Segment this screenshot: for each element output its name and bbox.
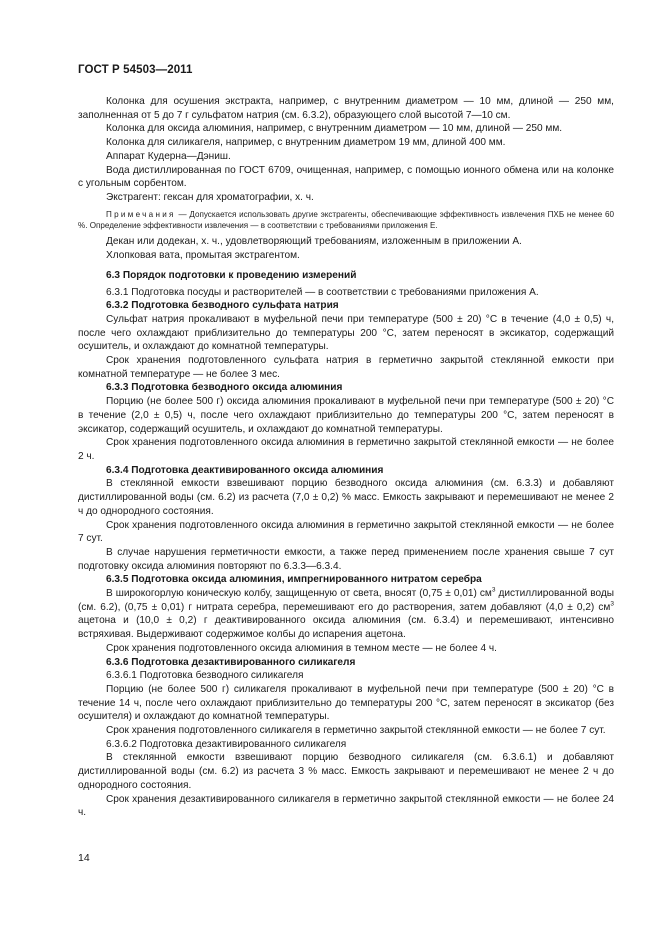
paragraph: Срок хранения подготовленного оксида алюминия в темном месте — не более 4 ч. [106, 642, 497, 654]
paragraph: В случае нарушения герметичности емкости, а также перед применением после хранения свыше 7 сут подготовку оксида алюминия повторяют по 6.3.3—6.3.4. [78, 546, 614, 572]
paragraph: Сульфат натрия прокаливают в муфельной печи при температуре (500 ± 20) °С в течение (4,0 ± 0,5) ч, после чего охлаждают приблизительно до температуры 200 °С, затем переносят в эксикатор, содержащий осушитель, и охлаждают до комнатной температуры. [78, 313, 614, 353]
paragraph: 6.3.6.2 Подготовка дезактивированного силикагеля [106, 738, 347, 750]
text-part: дистиллированной воды (см. 6.2), (0,75 ± 0,01) г нитрата серебра, перемешивают его до растворения, затем добавляют (4,0 ± 0,2) см [78, 588, 615, 613]
note-text: — Допускается использовать другие экстрагенты, обеспечивающие эффективность извлечения ПХБ не менее 60 %. Определение эффективности извлечения — в соответствии с требованиями приложения Е. [78, 209, 614, 231]
text-part: ацетона и (10,0 ± 0,2) г деактивированного оксида алюминия (см. 6.3.4) и перемешивают, интенсивно встряхивая. Выдерживают содержимое колбы до испарения ацетона. [78, 615, 614, 641]
standard-header: ГОСТ Р 54503—2011 [78, 64, 193, 76]
subsection-heading: 6.3.3 Подготовка безводного оксида алюминия [106, 382, 343, 394]
paragraph: 6.3.1 Подготовка посуды и растворителей — в соответствии с требованиями приложения А. [106, 286, 539, 298]
paragraph: Порцию (не более 500 г) силикагеля прокаливают в муфельной печи при температуре (500 ± 20) °С в течение 14 ч, после чего охлаждают приблизительно до температуры 200 °С, затем переносят в эксикатор (без осушителя) и охлаждают до комнатной температуры. [78, 683, 614, 723]
paragraph: В стеклянной емкости взвешивают порцию безводного оксида алюминия (см. 6.3.3) и добавляют дистиллированной воды (см. 6.2) из расчета (7,0 ± 0,2) % масс. Емкость закрывают и перемешивают не менее 2 ч до однородного состояния. [78, 478, 614, 517]
subsection-heading: 6.3.6 Подготовка дезактивированного силикагеля [106, 656, 356, 668]
paragraph: Декан или додекан, х. ч., удовлетворяющий требованиям, изложенным в приложении А. [106, 236, 522, 248]
superscript: 3 [610, 600, 614, 608]
section-heading: 6.3 Порядок подготовки к проведению измерений [106, 269, 357, 281]
page-number: 14 [78, 852, 90, 864]
paragraph: Вода дистиллированная по ГОСТ 6709, очищенная, например, с помощью ионного обмена или на колонке с угольным сорбентом. [78, 164, 614, 190]
paragraph: Срок хранения дезактивированного силикагеля в герметично закрытой стеклянной емкости — не более 24 ч. [78, 793, 614, 819]
paragraph: Экстрагент: гексан для хроматографии, х. ч. [106, 191, 314, 203]
paragraph: Колонка для силикагеля, например, с внутренним диаметром 19 мм, длиной 400 мм. [106, 137, 506, 149]
paragraph: Хлопковая вата, промытая экстрагентом. [106, 250, 300, 262]
paragraph: Срок хранения подготовленного силикагеля в герметично закрытой стеклянной емкости — не более 7 сут. [106, 725, 606, 737]
subsection-heading: 6.3.5 Подготовка оксида алюминия, импрегнированного нитратом серебра [106, 574, 482, 586]
paragraph [78, 587, 614, 642]
paragraph: В стеклянной емкости взвешивают порцию безводного силикагеля (см. 6.3.6.1) и добавляют дистиллированной воды (см. 6.2) из расчета 3 % масс. Емкость закрывают и перемешивают не менее 2 ч до однородного состояния. [78, 752, 614, 791]
subsection-heading: 6.3.2 Подготовка безводного сульфата натрия [106, 300, 339, 312]
paragraph: Аппарат Кудерна—Дэниш. [106, 150, 231, 162]
note-label: Примечания [106, 209, 176, 219]
subsection-heading: 6.3.4 Подготовка деактивированного оксида алюминия [106, 464, 384, 476]
text-part: В широкогорлую коническую колбу, защищенную от света, вносят (0,75 ± 0,01) см [106, 588, 492, 600]
paragraph: Колонка для осушения экстракта, например, с внутренним диаметром — 10 мм, длиной — 250 мм, заполненная от 5 до 7 г сульфатом натрия (см. 6.3.2), образующего слой высотой 7—10 см. [78, 96, 614, 121]
paragraph: Срок хранения подготовленного сульфата натрия в герметично закрытой стеклянной емкости при комнатной температуре — не более 3 мес. [78, 355, 614, 380]
paragraph: Колонка для оксида алюминия, например, с внутренним диаметром — 10 мм, длиной — 250 мм. [106, 123, 563, 135]
paragraph: Порцию (не более 500 г) оксида алюминия прокаливают в муфельной печи при температуре (500 ± 20) °С в течение (2,0 ± 0,5) ч, после чего охлаждают приблизительно до температуры 200 °С, затем переносят в эксикатор, содержащий осушитель, и охлаждают до комнатной температуры. [78, 396, 614, 435]
superscript: 3 [491, 586, 496, 594]
paragraph: Срок хранения подготовленного оксида алюминия в герметично закрытой стеклянной емкости — не более 7 сут. [78, 519, 614, 545]
paragraph: Срок хранения подготовленного оксида алюминия в герметично закрытой стеклянной емкости — не более 2 ч. [78, 437, 614, 462]
note [78, 209, 614, 232]
paragraph: 6.3.6.1 Подготовка безводного силикагеля [106, 670, 304, 682]
document-body [78, 95, 614, 820]
